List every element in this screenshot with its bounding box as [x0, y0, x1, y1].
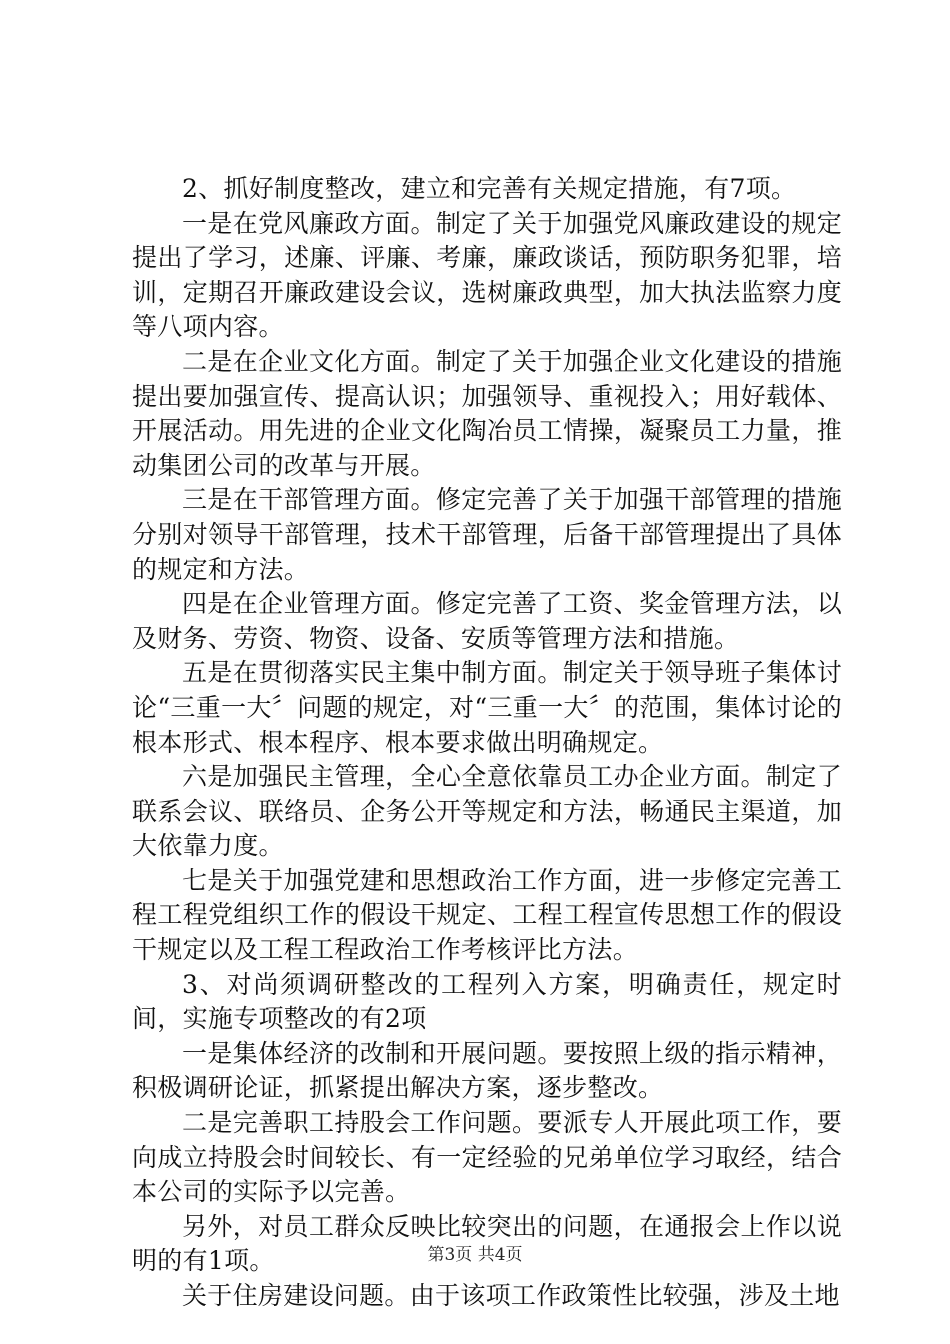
document-body	[132, 172, 842, 1314]
paragraph: 一是集体经济的改制和开展问题。要按照上级的指示精神，积极调研论证，抓紧提出解决方案，逐步整改。	[132, 1038, 842, 1103]
paragraph: 五是在贯彻落实民主集中制方面。制定关于领导班子集体讨论“三重一大〞问题的规定，对“三重一大〞的范围，集体讨论的根本形式、根本程序、根本要求做出明确规定。	[132, 658, 842, 757]
paragraph: 六是加强民主管理，全心全意依靠员工办企业方面。制定了联系会议、联络员、企务公开等规定和方法，畅通民主渠道，加大依靠力度。	[132, 762, 842, 861]
paragraph: 3、对尚须调研整改的工程列入方案，明确责任，规定时间，实施专项整改的有2项	[132, 969, 842, 1034]
paragraph: 三是在干部管理方面。修定完善了关于加强干部管理的措施分别对领导干部管理，技术干部管理，后备干部管理提出了具体的规定和方法。	[132, 485, 842, 584]
paragraph: 关于住房建设问题。由于该项工作政策性比较强，涉及土地	[182, 1281, 840, 1310]
paragraph: 另外，对员工群众反映比较突出的问题，在通报会上作以说明的有1项。	[132, 1211, 842, 1276]
paragraph: 七是关于加强党建和思想政治工作方面，进一步修定完善工程工程党组织工作的假设干规定、工程工程宣传思想工作的假设干规定以及工程工程政治工作考核评比方法。	[132, 865, 842, 965]
paragraph: 四是在企业管理方面。修定完善了工资、奖金管理方法，以及财务、劳资、物资、设备、安质等管理方法和措施。	[132, 589, 842, 653]
paragraph: 二是在企业文化方面。制定了关于加强企业文化建设的措施提出要加强宣传、提高认识；加强领导、重视投入；用好载体、开展活动。用先进的企业文化陶冶员工情操，凝聚员工力量，推动集团公司的改革与开展。	[132, 346, 842, 480]
paragraph: 2、抓好制度整改，建立和完善有关规定措施，有7项。	[182, 174, 797, 203]
paragraph: 一是在党风廉政方面。制定了关于加强党风廉政建设的规定提出了学习，述廉、评廉、考廉，廉政谈话，预防职务犯罪，培训，定期召开廉政建设会议，选树廉政典型，加大执法监察力度等八项内容。	[132, 208, 842, 342]
paragraph: 二是完善职工持股会工作问题。要派专人开展此项工作，要向成立持股会时间较长、有一定经验的兄弟单位学习取经，结合本公司的实际予以完善。	[132, 1108, 842, 1207]
page-number-footer: 第3页 共4页	[427, 1245, 523, 1265]
